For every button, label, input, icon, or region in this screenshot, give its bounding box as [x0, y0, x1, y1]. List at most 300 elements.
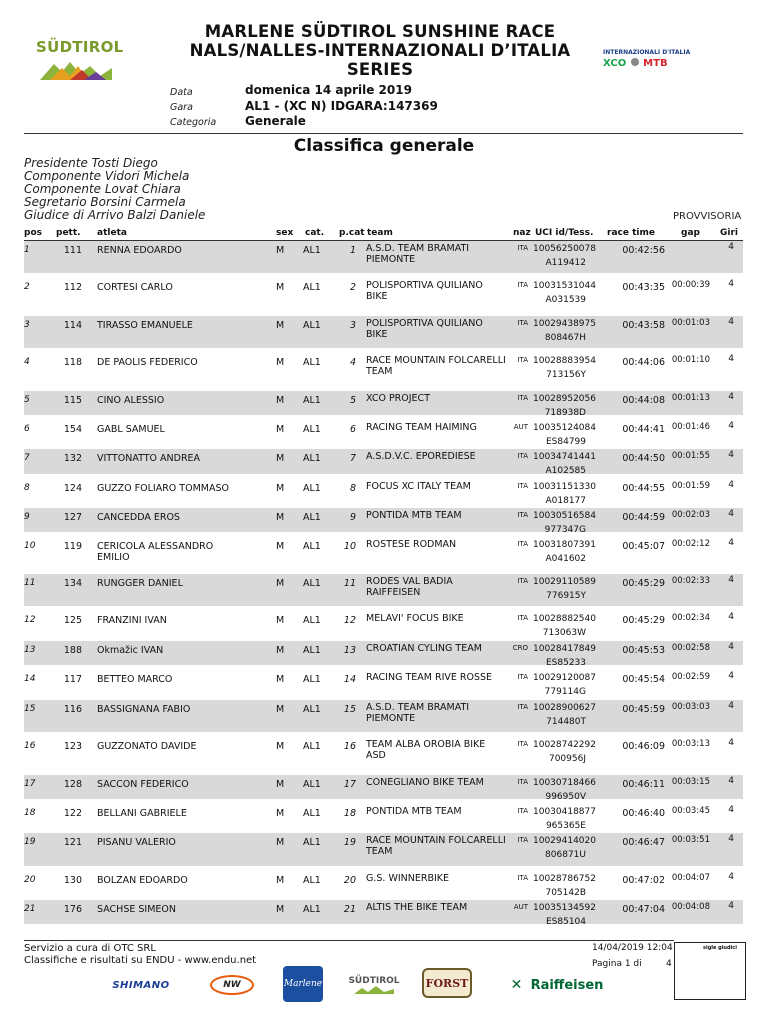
- cell-pos: 5: [24, 395, 30, 405]
- cell-pos: 12: [24, 615, 36, 625]
- cell-bib: 132: [63, 453, 82, 464]
- cell-race-time: 00:43:35: [622, 282, 665, 293]
- cell-laps: 4: [728, 279, 734, 289]
- cell-license: 776915Y: [546, 591, 586, 601]
- cell-race-time: 00:45:53: [622, 645, 665, 656]
- cell-gap: 00:02:59: [671, 672, 710, 682]
- cell-pos: 2: [24, 282, 30, 292]
- cell-race-time: 00:46:11: [622, 779, 665, 790]
- cell-nationality: AUT: [513, 903, 528, 911]
- cell-laps: 4: [728, 901, 734, 911]
- cell-sex: M: [276, 541, 285, 552]
- cell-bib: 114: [63, 320, 82, 331]
- cell-gap: 00:02:58: [671, 643, 710, 653]
- cell-team: TEAM ALBA OROBIA BIKE ASD: [366, 739, 486, 761]
- col-header-gap: gap: [681, 228, 700, 238]
- cell-pos: 15: [24, 704, 36, 714]
- cell-uci-id: 10029110589: [533, 577, 596, 587]
- cell-category: AL1: [303, 645, 321, 656]
- cell-bib: 128: [63, 779, 82, 790]
- mtb-text: MTB: [643, 58, 668, 69]
- cell-license: A119412: [545, 258, 586, 268]
- cell-license: 705142B: [545, 888, 586, 898]
- cell-athlete: BETTEO MARCO: [97, 674, 173, 685]
- cell-gap: 00:03:51: [671, 835, 710, 845]
- cell-gap: 00:02:03: [671, 510, 710, 520]
- cell-athlete: SACHSE SIMEON: [97, 904, 176, 915]
- cell-gap: 00:01:13: [671, 393, 710, 403]
- judges-signature-label: sigle giudici: [703, 945, 737, 951]
- cell-athlete: TIRASSO EMANUELE: [97, 320, 193, 331]
- col-header-naz: naz: [513, 228, 531, 238]
- cell-gap: 00:04:07: [671, 873, 710, 883]
- cell-laps: 4: [728, 317, 734, 327]
- cell-gap: 00:01:03: [671, 318, 710, 328]
- cell-nationality: ITA: [517, 319, 528, 327]
- cell-athlete: RUNGGER DANIEL: [97, 578, 183, 589]
- cell-sex: M: [276, 512, 285, 523]
- cell-uci-id: 10028786752: [533, 874, 596, 884]
- cell-category-pos: 21: [343, 904, 356, 915]
- cell-laps: 4: [728, 538, 734, 548]
- mountain-icon: [40, 58, 112, 80]
- cell-uci-id: 10035134592: [533, 903, 596, 913]
- cell-gap: 00:04:08: [671, 902, 710, 912]
- cell-sex: M: [276, 282, 285, 293]
- cell-nationality: ITA: [517, 244, 528, 252]
- cell-race-time: 00:44:08: [622, 395, 665, 406]
- cell-license: 996950V: [545, 792, 586, 802]
- cell-nationality: AUT: [513, 423, 528, 431]
- meta-label-data: Data: [170, 87, 193, 98]
- meta-value-categoria: Generale: [245, 114, 306, 128]
- cell-athlete: PISANU VALERIO: [97, 837, 176, 848]
- cell-category-pos: 6: [349, 424, 356, 435]
- meta-value-gara: AL1 - (XC N) IDGARA:147369: [245, 99, 438, 113]
- northwave-logo: [208, 970, 256, 1000]
- cell-sex: M: [276, 578, 285, 589]
- cell-license: 965365E: [545, 821, 586, 831]
- cell-uci-id: 10029120087: [533, 673, 596, 683]
- meta-label-categoria: Categoria: [170, 117, 217, 128]
- cell-sex: M: [276, 483, 285, 494]
- cell-sex: M: [276, 674, 285, 685]
- cell-license: 806871U: [545, 850, 586, 860]
- cell-laps: 4: [728, 805, 734, 815]
- cell-category-pos: 20: [343, 875, 356, 886]
- cell-category-pos: 3: [349, 320, 356, 331]
- cell-category: AL1: [303, 424, 321, 435]
- cell-team: A.S.D.V.C. EPOREDIESE: [366, 451, 476, 462]
- cell-uci-id: 10028900627: [533, 703, 596, 713]
- cell-team: FOCUS XC ITALY TEAM: [366, 481, 471, 492]
- cell-race-time: 00:45:07: [622, 541, 665, 552]
- cell-gap: 00:03:15: [671, 777, 710, 787]
- cell-laps: 4: [728, 642, 734, 652]
- cell-bib: 118: [63, 357, 82, 368]
- cell-uci-id: 10030718466: [533, 778, 596, 788]
- cell-race-time: 00:44:55: [622, 483, 665, 494]
- cell-sex: M: [276, 741, 285, 752]
- cell-license: 977347G: [544, 525, 586, 535]
- cell-nationality: ITA: [517, 778, 528, 786]
- cell-category-pos: 12: [343, 615, 356, 626]
- cell-athlete: CORTESI CARLO: [97, 282, 173, 293]
- cell-team: G.S. WINNERBIKE: [366, 873, 450, 884]
- cell-nationality: ITA: [517, 874, 528, 882]
- cell-team: RACE MOUNTAIN FOLCARELLI TEAM: [366, 355, 506, 377]
- cell-category-pos: 5: [349, 395, 356, 406]
- cell-laps: 4: [728, 354, 734, 364]
- cell-category: AL1: [303, 904, 321, 915]
- cell-team: POLISPORTIVA QUILIANO BIKE: [366, 318, 483, 340]
- cell-laps: 4: [728, 509, 734, 519]
- col-header-atleta: atleta: [97, 228, 127, 238]
- cell-category-pos: 18: [343, 808, 356, 819]
- header-divider: [24, 133, 743, 134]
- cell-uci-id: 10034741441: [533, 452, 596, 462]
- status-badge: PROVVISORIA: [673, 211, 742, 222]
- cell-nationality: ITA: [517, 614, 528, 622]
- cell-team: RACING TEAM RIVE ROSSE: [366, 672, 493, 683]
- cell-team: CROATIAN CYLING TEAM: [366, 643, 482, 654]
- cell-nationality: ITA: [517, 740, 528, 748]
- page-title: Classifica generale: [293, 136, 475, 156]
- cell-pos: 11: [24, 578, 36, 588]
- cell-team: POLISPORTIVA QUILIANO BIKE: [366, 280, 483, 302]
- col-header-uci: UCI id/Tess.: [535, 228, 594, 238]
- cell-license: 714480T: [546, 717, 586, 727]
- cell-bib: 176: [63, 904, 82, 915]
- cell-license: 779114G: [544, 687, 586, 697]
- cell-gap: 00:03:13: [671, 739, 710, 749]
- cell-uci-id: 10028883954: [533, 356, 596, 366]
- cell-license: 808467H: [544, 333, 586, 343]
- cell-category: AL1: [303, 578, 321, 589]
- cell-bib: 125: [63, 615, 82, 626]
- internazionali-xco-mtb-logo: [603, 49, 697, 73]
- cell-bib: 154: [63, 424, 82, 435]
- cell-pos: 3: [24, 320, 30, 330]
- cell-category-pos: 15: [343, 704, 356, 715]
- cell-license: A018177: [545, 496, 586, 506]
- cell-laps: 4: [728, 671, 734, 681]
- cell-bib: 130: [63, 875, 82, 886]
- col-header-race-time: race time: [607, 228, 655, 238]
- cell-category: AL1: [303, 741, 321, 752]
- cell-nationality: ITA: [517, 281, 528, 289]
- cell-sex: M: [276, 453, 285, 464]
- cell-team: PONTIDA MTB TEAM: [366, 510, 462, 521]
- cell-nationality: ITA: [517, 577, 528, 585]
- cell-category-pos: 8: [349, 483, 356, 494]
- cell-pos: 1: [24, 245, 30, 255]
- cell-license: 713063W: [542, 628, 586, 638]
- cell-nationality: CRO: [512, 644, 528, 652]
- col-header-pos: pos: [24, 228, 42, 238]
- cell-bib: 121: [63, 837, 82, 848]
- jury-line: Componente Vidori Michela: [24, 169, 190, 183]
- cell-category-pos: 17: [343, 779, 356, 790]
- cell-nationality: ITA: [517, 482, 528, 490]
- cell-gap: 00:03:03: [671, 702, 710, 712]
- cell-athlete: CANCEDDA EROS: [97, 512, 180, 523]
- cell-athlete: VITTONATTO ANDREA: [97, 453, 201, 464]
- marlene-logo-text: Marlene: [283, 979, 323, 989]
- cell-laps: 4: [728, 480, 734, 490]
- cell-pos: 8: [24, 483, 30, 493]
- col-header-pcat: p.cat: [339, 228, 365, 238]
- raiffeisen-logo-text: Raiffeisen: [530, 977, 604, 993]
- cell-category: AL1: [303, 837, 321, 848]
- cell-team: A.S.D. TEAM BRAMATI PIEMONTE: [366, 243, 470, 265]
- cell-gap: 00:01:59: [671, 481, 710, 491]
- cell-gap: 00:02:12: [671, 539, 710, 549]
- cell-pos: 13: [24, 645, 36, 655]
- cell-bib: 122: [63, 808, 82, 819]
- cell-category-pos: 14: [343, 674, 356, 685]
- cell-laps: 4: [728, 450, 734, 460]
- cell-category: AL1: [303, 541, 321, 552]
- cell-license: ES84799: [545, 437, 586, 447]
- cell-uci-id: 10056250078: [533, 244, 596, 254]
- cell-gap: 00:03:45: [671, 806, 710, 816]
- raiffeisen-logo: [502, 970, 612, 1000]
- cell-race-time: 00:46:40: [622, 808, 665, 819]
- cell-uci-id: 10028742292: [533, 740, 596, 750]
- cell-athlete: GUZZONATO DAVIDE: [97, 741, 197, 752]
- cell-bib: 134: [63, 578, 82, 589]
- cell-pos: 20: [24, 875, 36, 885]
- col-header-team: team: [367, 228, 393, 238]
- col-header-sex: sex: [276, 228, 294, 238]
- event-title: [170, 22, 590, 79]
- cell-nationality: ITA: [517, 452, 528, 460]
- cell-category: AL1: [303, 704, 321, 715]
- cell-category: AL1: [303, 320, 321, 331]
- cell-team: ROSTESE RODMAN: [366, 539, 457, 550]
- cell-pos: 9: [24, 512, 30, 522]
- cell-uci-id: 10031151330: [533, 482, 596, 492]
- cell-sex: M: [276, 645, 285, 656]
- cell-category: AL1: [303, 512, 321, 523]
- cell-pos: 17: [24, 779, 36, 789]
- internazionali-logo-text: INTERNAZIONALI D'ITALIA: [603, 49, 691, 56]
- cell-pos: 4: [24, 357, 30, 367]
- cell-sex: M: [276, 904, 285, 915]
- cell-sex: M: [276, 357, 285, 368]
- cell-uci-id: 10028952056: [533, 394, 596, 404]
- jury-line: Presidente Tosti Diego: [24, 156, 158, 170]
- jury-line: Segretario Borsini Carmela: [24, 195, 186, 209]
- northwave-logo-text: NW: [223, 980, 241, 990]
- cell-nationality: ITA: [517, 836, 528, 844]
- col-header-cat: cat.: [305, 228, 325, 238]
- mountain-icon: [354, 986, 394, 994]
- cell-sex: M: [276, 245, 285, 256]
- cell-category-pos: 1: [349, 245, 356, 256]
- cell-pos: 21: [24, 904, 36, 914]
- cell-sex: M: [276, 424, 285, 435]
- cell-race-time: 00:44:06: [622, 357, 665, 368]
- cell-uci-id: 10028882540: [533, 614, 596, 624]
- footer-page-total: 4: [666, 959, 672, 969]
- forst-logo: [420, 966, 474, 1000]
- cell-category: AL1: [303, 245, 321, 256]
- cell-bib: 124: [63, 483, 82, 494]
- footer-timestamp: 14/04/2019 12:04: [592, 943, 673, 953]
- cell-laps: 4: [728, 872, 734, 882]
- cell-race-time: 00:45:54: [622, 674, 665, 685]
- marlene-logo: [283, 966, 323, 1002]
- cell-category-pos: 2: [349, 282, 356, 293]
- cell-category-pos: 13: [343, 645, 356, 656]
- sudtirol-sponsor-text: SÜDTIROL: [348, 976, 400, 986]
- cell-uci-id: 10031531044: [533, 281, 596, 291]
- cell-sex: M: [276, 808, 285, 819]
- cell-category: AL1: [303, 615, 321, 626]
- sudtirol-logo-text: SÜDTIROL: [36, 38, 124, 56]
- cell-athlete: SACCON FEDERICO: [97, 779, 189, 790]
- cell-team: A.S.D. TEAM BRAMATI PIEMONTE: [366, 702, 470, 724]
- cell-race-time: 00:45:29: [622, 615, 665, 626]
- cell-license: 718938D: [544, 408, 586, 418]
- cell-laps: 4: [728, 776, 734, 786]
- cell-team: RACING TEAM HAIMING: [366, 422, 477, 433]
- cell-pos: 6: [24, 424, 30, 434]
- cell-uci-id: 10035124084: [533, 423, 596, 433]
- cell-gap: 00:02:34: [671, 613, 710, 623]
- cell-pos: 18: [24, 808, 36, 818]
- cell-athlete: BELLANI GABRIELE: [97, 808, 187, 819]
- cell-team: ALTIS THE BIKE TEAM: [366, 902, 468, 913]
- cell-athlete: CERICOLA ALESSANDRO EMILIO: [97, 541, 214, 563]
- cell-nationality: ITA: [517, 394, 528, 402]
- cell-bib: 117: [63, 674, 82, 685]
- cell-athlete: FRANZINI IVAN: [97, 615, 167, 626]
- cell-category: AL1: [303, 395, 321, 406]
- cell-uci-id: 10029438975: [533, 319, 596, 329]
- cell-race-time: 00:44:59: [622, 512, 665, 523]
- shimano-logo: [108, 970, 174, 1000]
- cell-athlete: CINO ALESSIO: [97, 395, 165, 406]
- cell-sex: M: [276, 704, 285, 715]
- cell-bib: 188: [63, 645, 82, 656]
- cell-license: 700956J: [548, 754, 586, 764]
- cell-laps: 4: [728, 701, 734, 711]
- cell-category: AL1: [303, 674, 321, 685]
- cell-nationality: ITA: [517, 540, 528, 548]
- cell-license: A102585: [545, 466, 586, 476]
- cell-gap: 00:01:10: [671, 355, 710, 365]
- cell-athlete: DE PAOLIS FEDERICO: [97, 357, 198, 368]
- cell-laps: 4: [728, 575, 734, 585]
- cell-race-time: 00:46:47: [622, 837, 665, 848]
- cell-category-pos: 11: [343, 578, 356, 589]
- cell-team: PONTIDA MTB TEAM: [366, 806, 462, 817]
- cell-category-pos: 16: [343, 741, 356, 752]
- cell-team: XCO PROJECT: [366, 393, 430, 404]
- cell-laps: 4: [728, 242, 734, 252]
- cell-sex: M: [276, 615, 285, 626]
- cell-bib: 112: [63, 282, 82, 293]
- cell-category-pos: 4: [349, 357, 356, 368]
- cell-license: ES85233: [545, 658, 586, 668]
- cell-uci-id: 10030516584: [533, 511, 596, 521]
- cell-pos: 10: [24, 541, 36, 551]
- cell-race-time: 00:47:04: [622, 904, 665, 915]
- forst-logo-text: FORST: [425, 976, 469, 990]
- cell-category: AL1: [303, 453, 321, 464]
- cell-bib: 119: [63, 541, 82, 552]
- cell-team: RODES VAL BADIA RAIFFEISEN: [366, 576, 453, 598]
- footer-page-label: Pagina 1 di: [592, 959, 642, 969]
- meta-label-gara: Gara: [170, 102, 193, 113]
- cell-laps: 4: [728, 612, 734, 622]
- cell-category: AL1: [303, 808, 321, 819]
- xco-text: XCO: [603, 58, 627, 69]
- wheel-icon: [631, 58, 639, 66]
- cell-pos: 7: [24, 453, 30, 463]
- cell-uci-id: 10031807391: [533, 540, 596, 550]
- footer-results-text: Classifiche e risultati su ENDU - www.endu.net: [24, 955, 257, 966]
- cell-race-time: 00:43:58: [622, 320, 665, 331]
- cell-nationality: ITA: [517, 807, 528, 815]
- cell-category-pos: 9: [349, 512, 356, 523]
- cell-category-pos: 10: [343, 541, 356, 552]
- cell-race-time: 00:44:50: [622, 453, 665, 464]
- jury-line: Giudice di Arrivo Balzi Daniele: [24, 208, 206, 222]
- cell-license: 713156Y: [546, 370, 586, 380]
- cell-bib: 116: [63, 704, 82, 715]
- meta-value-data: domenica 14 aprile 2019: [245, 83, 412, 97]
- cell-category: AL1: [303, 483, 321, 494]
- cell-athlete: GABL SAMUEL: [97, 424, 165, 435]
- cell-category-pos: 7: [349, 453, 356, 464]
- cell-laps: 4: [728, 738, 734, 748]
- cell-license: ES85104: [545, 917, 586, 927]
- cell-sex: M: [276, 395, 285, 406]
- col-header-pett: pett.: [56, 228, 81, 238]
- cell-sex: M: [276, 320, 285, 331]
- raiffeisen-cross-icon: ✕: [510, 977, 523, 993]
- cell-pos: 19: [24, 837, 36, 847]
- shimano-logo-text: SHIMANO: [112, 979, 170, 991]
- cell-team: MELAVI' FOCUS BIKE: [366, 613, 464, 624]
- cell-category: AL1: [303, 282, 321, 293]
- cell-athlete: RENNA EDOARDO: [97, 245, 182, 256]
- cell-license: A031539: [545, 295, 586, 305]
- footer-service-text: Servizio a cura di OTC SRL: [24, 943, 156, 954]
- cell-bib: 127: [63, 512, 82, 523]
- cell-pos: 14: [24, 674, 36, 684]
- cell-athlete: GUZZO FOLIARO TOMMASO: [97, 483, 229, 494]
- cell-category: AL1: [303, 779, 321, 790]
- cell-race-time: 00:44:41: [622, 424, 665, 435]
- jury-line: Componente Lovat Chiara: [24, 182, 181, 196]
- cell-sex: M: [276, 837, 285, 848]
- cell-race-time: 00:45:29: [622, 578, 665, 589]
- cell-bib: 123: [63, 741, 82, 752]
- cell-bib: 111: [63, 245, 82, 256]
- cell-laps: 4: [728, 392, 734, 402]
- cell-nationality: ITA: [517, 511, 528, 519]
- cell-sex: M: [276, 779, 285, 790]
- cell-race-time: 00:46:09: [622, 741, 665, 752]
- cell-category: AL1: [303, 875, 321, 886]
- cell-category: AL1: [303, 357, 321, 368]
- event-title-line: SERIES: [346, 60, 414, 79]
